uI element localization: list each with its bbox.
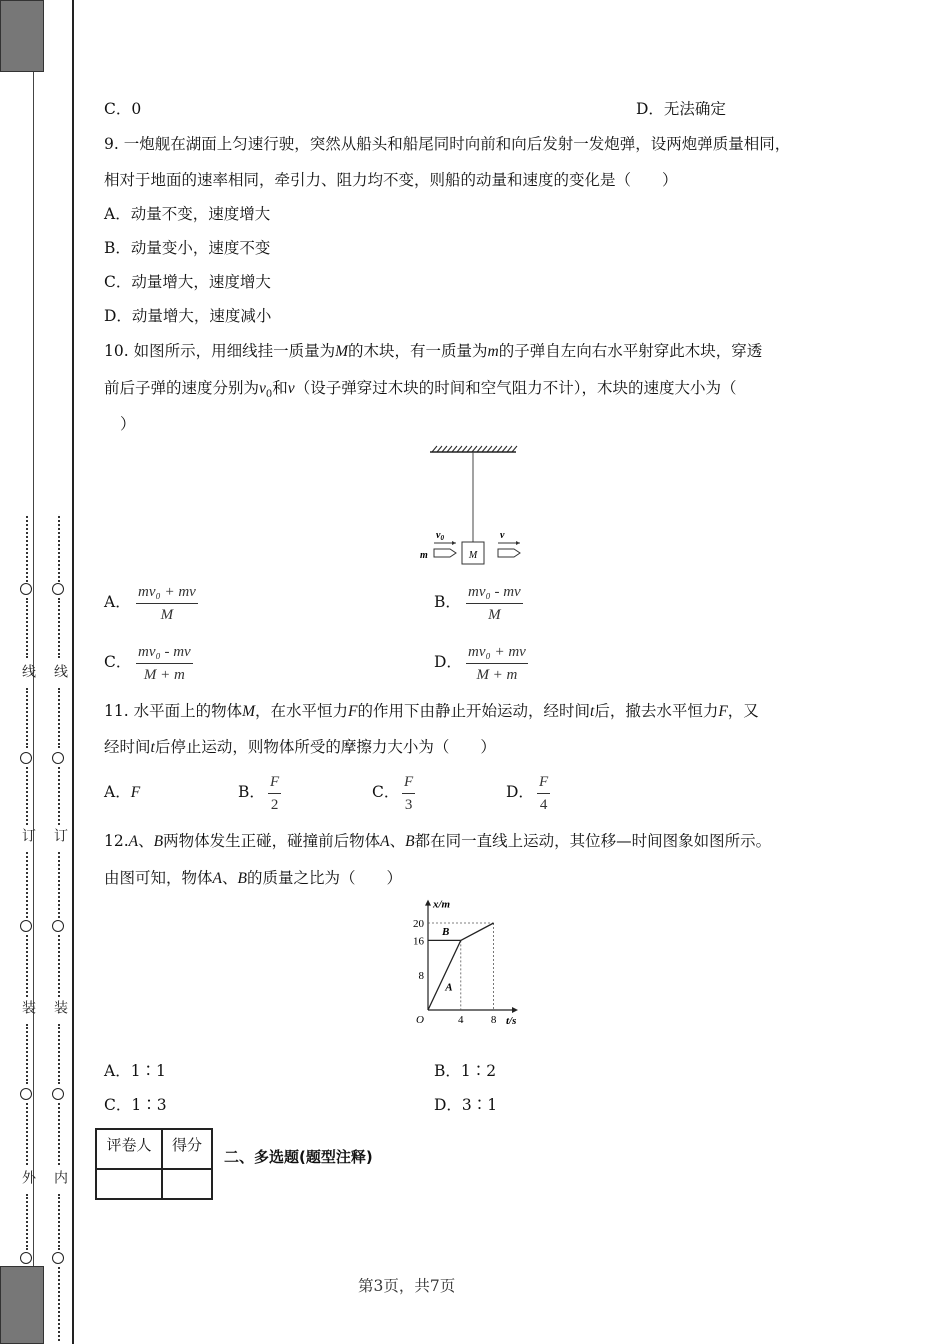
y-tick-label: 20 [413, 918, 424, 930]
series-line-0 [428, 940, 461, 1010]
velocity-label-v0: $v_0$ [436, 530, 444, 542]
q10-option-c-fraction [136, 643, 193, 684]
gutter-dotted-line [26, 1103, 28, 1165]
q11-option-d-label: D． [506, 783, 534, 801]
q11-option-c-fraction [402, 773, 415, 814]
q10-pendulum-figure [412, 442, 536, 572]
block-M-label: M [468, 550, 478, 561]
q11-var-F: F [348, 703, 358, 720]
fraction-denominator: M + m [143, 667, 185, 683]
gutter-dotted-line [58, 1103, 60, 1165]
bullet-mass-label: m [420, 550, 428, 561]
q12-var-B: B [237, 870, 247, 887]
q12-var-A: A [380, 833, 390, 850]
fraction-denominator: 4 [539, 797, 548, 813]
q10-text: 的子弹自左向右水平射穿此木块，穿透 [498, 342, 763, 360]
q8-option-c: C．0 [104, 100, 142, 118]
gutter-dotted-line [58, 1267, 60, 1341]
q11-text: 经时间 [104, 738, 151, 756]
q10-text: （设子弹穿过木块的时间和空气阻力不计），木块的速度大小为（ [294, 379, 737, 397]
velocity-arrowhead-v [516, 541, 520, 545]
fraction-numerator: mv₀ + mv [466, 643, 528, 664]
q11-var-t: t [590, 703, 595, 720]
q10-var-v0: v [259, 380, 266, 397]
q11-option-c-label: C． [372, 783, 400, 801]
gutter-dotted-line [26, 1024, 28, 1084]
q10-option-a-fraction [136, 583, 198, 624]
q11-option-d-fraction [537, 773, 550, 814]
q12-text: 两物体发生正碰，碰撞前后物体 [163, 832, 381, 850]
score-table-cell-grader [96, 1169, 162, 1199]
gutter-dotted-line [26, 852, 28, 918]
q11-option-a [104, 782, 140, 803]
q10-var-m: m [487, 343, 499, 360]
q12-stem-line1 [104, 831, 771, 852]
gutter-circle [52, 920, 64, 932]
q10-option-c-label: C． [104, 653, 132, 671]
gutter-dotted-line [26, 598, 28, 658]
q10-var-M: M [335, 343, 349, 360]
section-title-multiple-choice: 二、多选题(题型注释) [224, 1148, 373, 1166]
q11-text: ，在水平恒力 [255, 702, 349, 720]
velocity-arrowhead-v0 [452, 541, 456, 545]
gutter-dotted-line [58, 516, 60, 586]
fraction-numerator: mv₀ - mv [136, 643, 193, 664]
gutter-top-block [0, 0, 44, 72]
q10-text: 和 [272, 379, 288, 397]
gutter-bottom-block [0, 1266, 44, 1344]
gutter-dotted-line [58, 767, 60, 825]
bullet-before [434, 549, 456, 557]
gutter-dotted-line [58, 1194, 60, 1250]
x-tick-label: 8 [490, 1014, 497, 1026]
gutter-circle [52, 583, 64, 595]
y-tick-label: 16 [413, 935, 424, 948]
gutter-dotted-line [58, 598, 60, 658]
score-table-header-score: 得分 [162, 1129, 212, 1169]
gutter-label-ding: 订 [20, 828, 36, 842]
fraction-numerator: mv₀ + mv [136, 583, 198, 604]
x-tick-label: O [416, 1014, 424, 1026]
fraction-denominator: M [488, 607, 501, 623]
q9-option-b: B．动量变小，速度不变 [104, 239, 271, 257]
x-axis-arrow [512, 1007, 518, 1013]
q10-var-v0-sub: 0 [265, 389, 273, 401]
q12-var-A: A [128, 833, 139, 850]
q11-text: 后，撤去水平恒力 [594, 702, 719, 720]
page-footer: 第3页，共7页 [358, 1277, 456, 1295]
q10-stem-line1 [104, 341, 762, 362]
gutter-circle [52, 1088, 64, 1100]
q12-text: 都在同一直线上运动，其位移—时间图象如图所示。 [414, 832, 772, 850]
fraction-denominator: M + m [476, 667, 518, 683]
q11-stem-line1 [104, 701, 759, 722]
q11-text: 的作用下由静止开始运动，经时间 [357, 702, 590, 720]
y-axis-arrow [425, 900, 431, 906]
q11-option-b-label: B． [238, 783, 265, 801]
series-label-A: A [445, 981, 453, 994]
series-label-B: B [441, 926, 450, 939]
gutter-label-wai: 外 [20, 1170, 36, 1184]
fraction-denominator: M [160, 607, 174, 623]
q12-option-b: B．1∶2 [434, 1062, 497, 1080]
gutter-circle [20, 583, 32, 595]
score-table-cell-score [162, 1169, 212, 1199]
q10-option-b-fraction [466, 583, 523, 624]
q11-var-M: M [242, 703, 255, 720]
x-axis-label: t/s [506, 1015, 517, 1027]
q9-option-d: D．动量增大，速度减小 [104, 307, 272, 325]
gutter-label-xian-inner: 线 [52, 664, 68, 678]
q11-var-F: F [718, 703, 728, 720]
q10-text: 前后子弹的速度分别为 [104, 379, 260, 397]
q12-option-a: A．1∶1 [104, 1062, 166, 1080]
gutter-circle [20, 752, 32, 764]
x-tick-label: 4 [458, 1014, 464, 1026]
q11-option-a-label: A． [104, 783, 131, 801]
gutter-border-line [72, 0, 74, 1344]
q10-number: 10. [104, 342, 129, 360]
q9-option-c: C．动量增大，速度增大 [104, 273, 271, 291]
q12-text: 由图可知，物体 [104, 869, 213, 887]
q9-stem-line2: 相对于地面的速率相同，牵引力、阻力均不变，则船的动量和速度的变化是（ ） [104, 171, 678, 189]
fraction-numerator: mv₀ - mv [466, 583, 523, 604]
q12-text: 、 [389, 832, 406, 850]
gutter-dotted-line [26, 688, 28, 748]
q12-var-A: A [212, 870, 222, 887]
q8-option-d: D．无法确定 [636, 100, 726, 118]
fraction-numerator: F [268, 773, 281, 794]
gutter-dotted-line [58, 1024, 60, 1084]
gutter-label-ding-inner: 订 [52, 828, 68, 842]
q12-var-B: B [405, 833, 415, 850]
q10-var-v: v [287, 380, 295, 397]
q9-stem-line1: 9. 一炮舰在湖面上匀速行驶，突然从船头和船尾同时向前和向后发射一发炮弹，设两炮弹质量相同， [104, 135, 791, 153]
q12-number: 12. [104, 832, 129, 850]
gutter-circle [20, 1088, 32, 1100]
q12-text: 、 [221, 869, 238, 887]
q11-option-a-value: F [130, 784, 141, 801]
q12-text: 、 [138, 832, 154, 850]
q12-var-B: B [153, 833, 164, 850]
bullet-after [498, 549, 520, 557]
y-axis-label: x/m [433, 898, 451, 911]
q12-option-d: D．3∶1 [434, 1096, 498, 1114]
q11-text: 11. 水平面上的物体 [104, 702, 243, 720]
q12-stem-line2 [104, 868, 402, 889]
gutter-circle [20, 1252, 32, 1264]
fraction-denominator: 2 [270, 797, 279, 813]
q10-option-b-label: B． [434, 593, 461, 611]
gutter-dotted-line [26, 1194, 28, 1250]
q11-text: ，又 [727, 702, 759, 720]
q10-text: 的木块，有一质量为 [348, 342, 488, 360]
gutter-label-nei: 内 [52, 1170, 68, 1184]
fraction-numerator: F [537, 773, 550, 794]
gutter-label-xian: 线 [20, 664, 36, 678]
q11-text: 后停止运动，则物体所受的摩擦力大小为（ ） [154, 738, 496, 756]
q12-text: 的质量之比为（ ） [246, 869, 402, 887]
gutter-dotted-line [26, 935, 28, 997]
series-line-2 [461, 923, 494, 940]
q11-stem-line2 [104, 737, 496, 758]
fraction-numerator: F [402, 773, 415, 794]
score-table [95, 1128, 213, 1200]
gutter-dotted-line [58, 688, 60, 748]
gutter-circle [52, 1252, 64, 1264]
q12-xt-chart [408, 898, 534, 1032]
q10-stem-line2 [104, 378, 736, 405]
gutter-circle [20, 920, 32, 932]
q10-stem-line3: ） [120, 415, 136, 433]
gutter-circle [52, 752, 64, 764]
gutter-dotted-line [58, 852, 60, 918]
q9-option-a: A．动量不变，速度增大 [104, 205, 271, 223]
q10-option-a-label: A． [104, 593, 131, 611]
q10-text: 如图所示，用细线挂一质量为 [133, 342, 336, 360]
gutter-label-zhuang: 装 [20, 1000, 36, 1014]
q10-option-d-label: D． [434, 653, 462, 671]
score-table-header-grader: 评卷人 [96, 1129, 162, 1169]
ceiling-hatching [432, 446, 517, 452]
q11-option-b-fraction [268, 773, 281, 814]
q12-option-c: C．1∶3 [104, 1096, 167, 1114]
gutter-dotted-line [26, 516, 28, 586]
q10-option-d-fraction [466, 643, 528, 684]
fraction-denominator: 3 [404, 797, 413, 813]
gutter-label-zhuang-inner: 装 [52, 1000, 68, 1014]
q11-var-t: t [150, 739, 155, 756]
velocity-label-v: v [500, 530, 505, 541]
gutter-dotted-line [26, 767, 28, 825]
gutter-dotted-line [58, 935, 60, 997]
y-tick-label: 8 [418, 970, 424, 983]
